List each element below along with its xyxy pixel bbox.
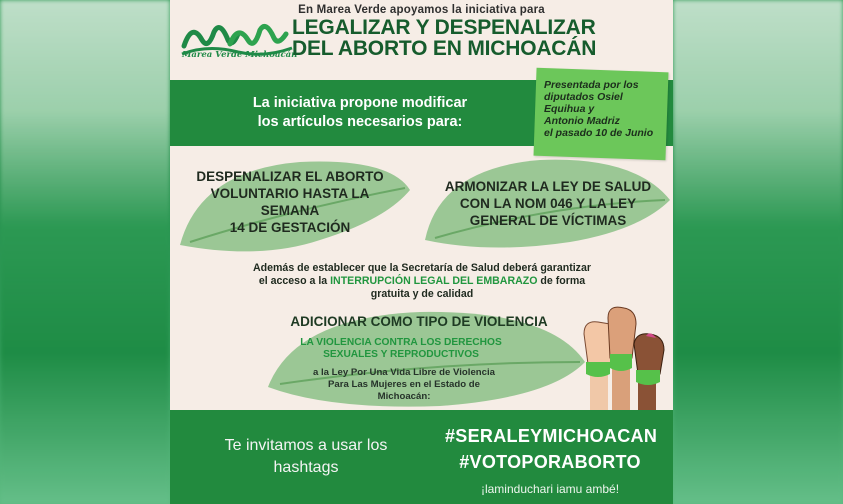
note-text xyxy=(544,79,664,139)
point-health-access xyxy=(178,262,666,301)
page-title xyxy=(292,17,667,59)
point4-sub-2: SEXUALES Y REPRODUCTIVOS xyxy=(323,349,479,360)
point1-line-4: 14 DE GESTACIÓN xyxy=(229,220,351,235)
point4-law-1: a la Ley Por Una Vida Libre de Violencia xyxy=(313,367,495,378)
hashtag-votoporaborto[interactable]: #VOTOPORABORTO xyxy=(459,452,641,472)
point4-subheading xyxy=(284,337,518,361)
hashtag-seraleymichoacan[interactable]: #SERALEYMICHOACAN xyxy=(445,426,658,446)
point1-line-2: VOLUNTARIO HASTA LA xyxy=(210,186,370,201)
point3-line-2-post: de forma xyxy=(537,275,586,287)
logo-text: Marea Verde Michoacán xyxy=(182,50,298,60)
point4-law-2: Para Las Mujeres en el Estado de xyxy=(328,379,480,390)
background-right xyxy=(673,0,843,504)
note-line-3: Antonio Madriz xyxy=(544,115,620,127)
point4-law xyxy=(294,367,514,403)
intro-line-1: La iniciativa propone modificar xyxy=(252,95,468,111)
point4-law-3: Michoacán: xyxy=(377,391,431,402)
invite-line-2: hashtags xyxy=(273,459,339,476)
point3-line-3: gratuita y de calidad xyxy=(370,288,474,300)
note-line-1: Presentada por los xyxy=(544,79,639,91)
top-line: En Marea Verde apoyamos la iniciativa para xyxy=(298,4,545,16)
title-line-1: LEGALIZAR Y DESPENALIZAR xyxy=(292,16,596,39)
footer-tagline: ¡laminduchari iamu ambé! xyxy=(480,482,620,496)
background-left xyxy=(0,0,170,504)
invite-line-1: Te invitamos a usar los xyxy=(224,437,388,454)
intro-line-2: los artículos necesarios para: xyxy=(257,114,463,130)
point-harmonize xyxy=(428,178,668,229)
point3-highlight: INTERRUPCIÓN LEGAL DEL EMBARAZO xyxy=(330,275,538,287)
point-decriminalize xyxy=(174,168,406,236)
point4-heading: ADICIONAR COMO TIPO DE VIOLENCIA xyxy=(290,314,548,329)
point1-line-3: SEMANA xyxy=(260,203,320,218)
point3-line-2-pre: el acceso a la xyxy=(258,275,331,287)
intro-text xyxy=(210,94,510,132)
note-line-4: el pasado 10 de Junio xyxy=(544,127,654,139)
point4-sub-1: LA VIOLENCIA CONTRA LOS DERECHOS xyxy=(300,337,502,348)
title-line-2: DEL ABORTO EN MICHOACÁN xyxy=(292,37,597,60)
invite-text xyxy=(208,435,404,479)
note-line-2: diputados Osiel Equihua y xyxy=(544,91,623,115)
point2-line-2: CON LA NOM 046 Y LA LEY xyxy=(459,196,637,211)
point3-line-2 xyxy=(178,275,666,288)
poster xyxy=(170,0,673,504)
point2-line-1: ARMONIZAR LA LEY DE SALUD xyxy=(444,179,652,194)
point2-line-3: GENERAL DE VÍCTIMAS xyxy=(469,213,627,228)
raised-fists-icon xyxy=(580,300,672,412)
point1-line-1: DESPENALIZAR EL ABORTO xyxy=(196,169,384,184)
point3-line-1: Además de establecer que la Secretaría de Salud deberá garantizar xyxy=(253,262,591,274)
